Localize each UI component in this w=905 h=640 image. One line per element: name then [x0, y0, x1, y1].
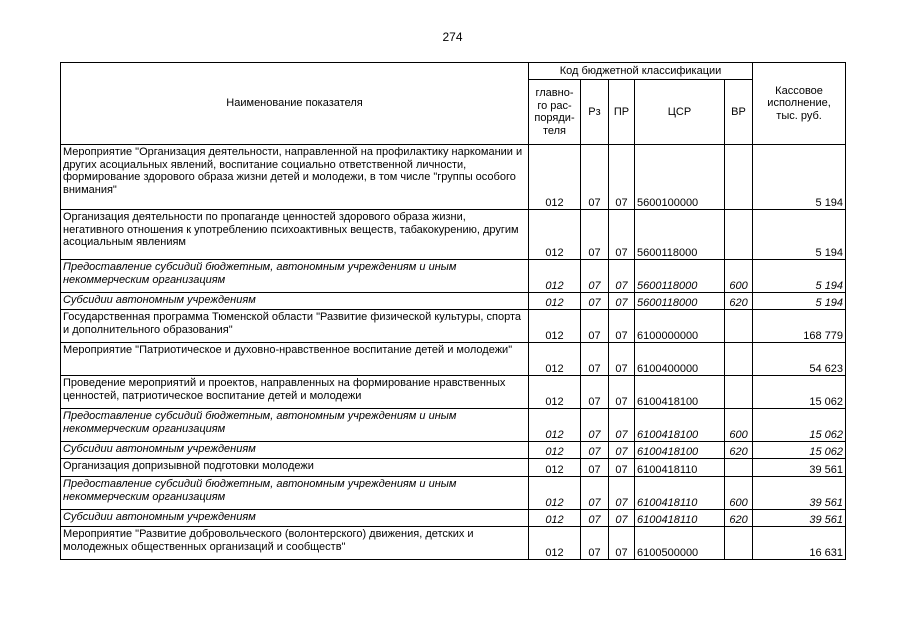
cell-amount: 5 194 [753, 145, 846, 210]
cell-name: Организация допризывной подготовки молодежи [61, 459, 529, 477]
cell-rz: 07 [581, 409, 609, 442]
cell-vr [725, 310, 753, 343]
table-row [61, 210, 846, 260]
cell-glavnogo: 012 [529, 527, 581, 560]
cell-pr: 07 [609, 527, 635, 560]
header-pr: ПР [609, 80, 635, 145]
cell-name: Предоставление субсидий бюджетным, автономным учреждениям и иным некоммерческим организациям [61, 477, 529, 510]
cell-vr [725, 343, 753, 376]
cell-vr: 600 [725, 409, 753, 442]
header-csr: ЦСР [635, 80, 725, 145]
cell-vr [725, 145, 753, 210]
table-row [61, 145, 846, 210]
table-row [61, 343, 846, 376]
header-vr: ВР [725, 80, 753, 145]
cell-amount: 168 779 [753, 310, 846, 343]
cell-glavnogo: 012 [529, 442, 581, 459]
cell-vr [725, 527, 753, 560]
cell-name: Проведение мероприятий и проектов, направленных на формирование нравственных ценностей, патриотическое воспитание детей и молодежи [61, 376, 529, 409]
cell-amount: 5 194 [753, 210, 846, 260]
cell-amount: 39 561 [753, 510, 846, 527]
cell-csr: 6100418110 [635, 459, 725, 477]
cell-pr: 07 [609, 210, 635, 260]
cell-csr: 6100418110 [635, 477, 725, 510]
table-row [61, 409, 846, 442]
table-row [61, 477, 846, 510]
cell-vr [725, 459, 753, 477]
table-row [61, 442, 846, 459]
cell-vr: 600 [725, 477, 753, 510]
header-glavnogo: главно-го рас-поряди-теля [529, 80, 581, 145]
cell-glavnogo: 012 [529, 477, 581, 510]
cell-pr: 07 [609, 510, 635, 527]
page-number: 274 [442, 30, 463, 44]
table-row [61, 293, 846, 310]
cell-amount: 54 623 [753, 343, 846, 376]
cell-pr: 07 [609, 310, 635, 343]
cell-rz: 07 [581, 260, 609, 293]
header-kbk: Код бюджетной классификации [529, 63, 753, 80]
cell-name: Мероприятие "Организация деятельности, направленной на профилактику наркомании и других асоциальных явлений, воспитание социально ответственной личности, формирование здорового образа жизни детей и молодежи, в том числе "группы особого внимания" [61, 145, 529, 210]
cell-csr: 6100000000 [635, 310, 725, 343]
cell-rz: 07 [581, 477, 609, 510]
cell-name: Субсидии автономным учреждениям [61, 442, 529, 459]
cell-name: Мероприятие "Развитие добровольческого (волонтерского) движения, детских и молодежных общественных организаций и сообществ" [61, 527, 529, 560]
cell-name: Предоставление субсидий бюджетным, автономным учреждениям и иным некоммерческим организациям [61, 409, 529, 442]
table-row [61, 310, 846, 343]
cell-csr: 6100400000 [635, 343, 725, 376]
cell-glavnogo: 012 [529, 459, 581, 477]
header-rz: Рз [581, 80, 609, 145]
cell-vr: 620 [725, 510, 753, 527]
table-row [61, 376, 846, 409]
header-name: Наименование показателя [61, 63, 529, 145]
cell-vr: 620 [725, 442, 753, 459]
cell-glavnogo: 012 [529, 293, 581, 310]
cell-amount: 39 561 [753, 459, 846, 477]
cell-csr: 6100418110 [635, 510, 725, 527]
cell-glavnogo: 012 [529, 310, 581, 343]
cell-pr: 07 [609, 477, 635, 510]
cell-vr: 600 [725, 260, 753, 293]
cell-rz: 07 [581, 310, 609, 343]
table-row [61, 510, 846, 527]
cell-glavnogo: 012 [529, 260, 581, 293]
cell-rz: 07 [581, 510, 609, 527]
cell-name: Предоставление субсидий бюджетным, автономным учреждениям и иным некоммерческим организациям [61, 260, 529, 293]
cell-pr: 07 [609, 293, 635, 310]
cell-amount: 5 194 [753, 260, 846, 293]
cell-name: Государственная программа Тюменской области "Развитие физической культуры, спорта и дополнительного образования" [61, 310, 529, 343]
cell-rz: 07 [581, 210, 609, 260]
cell-amount: 15 062 [753, 409, 846, 442]
cell-glavnogo: 012 [529, 343, 581, 376]
cell-csr: 6100418100 [635, 376, 725, 409]
cell-pr: 07 [609, 343, 635, 376]
table-row [61, 527, 846, 560]
table-header [61, 63, 846, 145]
cell-glavnogo: 012 [529, 409, 581, 442]
cell-csr: 5600118000 [635, 293, 725, 310]
cell-amount: 15 062 [753, 376, 846, 409]
cell-amount: 39 561 [753, 477, 846, 510]
cell-rz: 07 [581, 343, 609, 376]
cell-amount: 15 062 [753, 442, 846, 459]
cell-amount: 5 194 [753, 293, 846, 310]
cell-csr: 5600118000 [635, 210, 725, 260]
table-row [61, 459, 846, 477]
cell-csr: 6100500000 [635, 527, 725, 560]
cell-pr: 07 [609, 442, 635, 459]
cell-rz: 07 [581, 459, 609, 477]
cell-glavnogo: 012 [529, 510, 581, 527]
table-row [61, 260, 846, 293]
cell-pr: 07 [609, 409, 635, 442]
cell-pr: 07 [609, 459, 635, 477]
cell-name: Мероприятие "Патриотическое и духовно-нравственное воспитание детей и молодежи" [61, 343, 529, 376]
cell-name: Субсидии автономным учреждениям [61, 510, 529, 527]
cell-rz: 07 [581, 527, 609, 560]
cell-glavnogo: 012 [529, 376, 581, 409]
cell-amount: 16 631 [753, 527, 846, 560]
cell-glavnogo: 012 [529, 210, 581, 260]
cell-csr: 5600100000 [635, 145, 725, 210]
cell-vr [725, 210, 753, 260]
budget-table [60, 62, 846, 560]
cell-vr: 620 [725, 293, 753, 310]
cell-csr: 5600118000 [635, 260, 725, 293]
cell-csr: 6100418100 [635, 442, 725, 459]
header-amount: Кассовое исполнение, тыс. руб. [753, 63, 846, 145]
cell-rz: 07 [581, 376, 609, 409]
cell-csr: 6100418100 [635, 409, 725, 442]
cell-vr [725, 376, 753, 409]
cell-name: Организация деятельности по пропаганде ценностей здорового образа жизни, негативного отношения к употреблению психоактивных веществ, табакокурению, другим асоциальным явлениям [61, 210, 529, 260]
cell-rz: 07 [581, 293, 609, 310]
cell-pr: 07 [609, 145, 635, 210]
cell-pr: 07 [609, 376, 635, 409]
cell-rz: 07 [581, 442, 609, 459]
cell-rz: 07 [581, 145, 609, 210]
cell-pr: 07 [609, 260, 635, 293]
cell-glavnogo: 012 [529, 145, 581, 210]
cell-name: Субсидии автономным учреждениям [61, 293, 529, 310]
table-body [61, 145, 846, 560]
